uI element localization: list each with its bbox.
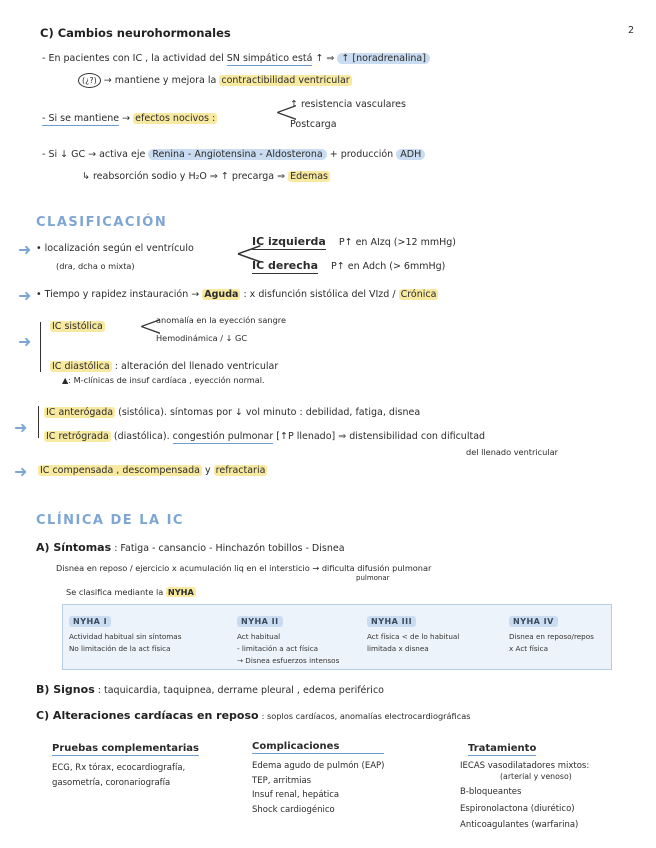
nyha-header: NYHA II [237,616,283,627]
ic-retrograda: IC retrógrada (diastólica). congestión pulmonar [↑P llenado] ⇒ distensibilidad con dificultad [46,431,486,442]
alteraciones-line: C) Alteraciones cardíacas en reposo : soplos cardíacos, anomalías electrocardiográficas [36,709,471,722]
ic-retrograda-sub: del llenado ventricular [466,447,558,457]
line-si-se-mantiene: - Si se mantiene → efectos nocivos : [42,113,216,124]
tratamiento-title: Tratamiento [468,743,537,754]
line-reabsorcion: ↳ reabsorción sodio y H₂O ⇒ ↑ precarga ⇒ Edemas [82,171,328,182]
nyha-table [62,604,612,670]
arrow-right-icon: ➜ [14,462,28,481]
anomalia-text: anomalía en la eyección sangre [156,315,286,325]
localizacion-sub: (dra, dcha o mixta) [56,261,135,271]
disnea-sub: pulmonar [356,574,390,582]
clinica-title: CLÍNICA DE LA IC [36,513,184,528]
ic-derecha: IC derecha P↑ en Adch (> 6mmHg) [252,259,446,272]
line-renina: - Si ↓ GC → activa eje Renina - Angiotensina - Aldosterona + producción ADH [42,150,425,160]
ic-anterograda: IC anterógada (sistólica). síntomas por ↓ vol minuto : debilidad, fatiga, disnea [46,407,421,418]
brace-icon: < [234,233,265,274]
resistencia-text: ↑ resistencia vasculares [290,99,406,110]
section-c-title: C) Cambios neurohormonales [40,26,231,40]
postcarga-text: Postcarga [290,119,337,130]
ic-diastolica-note: ▲: M-clínicas de insuf cardíaca , eyección normal. [62,375,265,385]
nyha-header: NYHA IV [509,616,558,627]
nyha-col-4: NYHA IV Disnea en reposo/repos x Act física [509,617,594,654]
nyha-col-1: NYHA I Actividad habitual sin síntomas No limitación de la act física [69,617,182,654]
vertical-divider [40,322,41,372]
pruebas-column: Pruebas complementarias ECG, Rx tórax, ecocardiografía, gasometría, coronariografía [52,743,199,788]
clasificacion-title: CLASIFICACIÓN [36,215,168,230]
brace-icon: < [138,309,164,344]
line-sn-simpatico: - En pacientes con IC , la actividad del SN simpático está ↑ ⇒ ↑ [noradrenalina] [42,54,430,64]
tiempo-line: • Tiempo y rapidez instauración → Aguda : x disfunción sistólica del VIzd / Crónica [36,289,437,300]
nyha-col-3: NYHA III Act física < de lo habitual limitada x disnea [367,617,460,654]
hemodinamica-text: Hemodinámica / ↓ GC [156,333,248,343]
nyha-intro: Se clasifica mediante la NYHA [66,587,194,597]
arrow-right-icon: ➜ [18,240,32,259]
tratamiento-column: Tratamiento IECAS vasodilatadores mixtos: (arterial y venoso) B-bloqueantes Espironolactona (diurético) Anticoagulantes (warfarina) [460,743,590,831]
brace-icon: < [274,95,300,130]
signos-line: B) Signos : taquicardia, taquipnea, derrame pleural , edema periférico [36,683,384,696]
nyha-header: NYHA III [367,616,416,627]
ic-compensada: IC compensada , descompensada y refractaria [40,465,266,476]
nyha-header: NYHA I [69,616,111,627]
arrow-right-icon: ➜ [14,418,28,437]
pruebas-title: Pruebas complementarias [52,743,199,754]
ic-sistolica: IC sistólica [52,321,103,332]
page-number: 2 [628,25,635,36]
localizacion-text: • localización según el ventrículo [36,243,194,254]
arrow-right-icon: ➜ [18,286,32,305]
ic-izquierda: IC izquierda P↑ en AIzq (>12 mmHg) [252,235,456,248]
sintomas-line: A) Síntomas : Fatiga - cansancio - Hinchazón tobillos - Disnea [36,541,345,554]
line-mantiene: (¿?) → mantiene y mejora la contractibilidad ventricular [78,76,352,86]
complicaciones-title: Complicaciones [252,742,384,754]
complicaciones-column: Complicaciones Edema agudo de pulmón (EAP) TEP, arritmias Insuf renal, hepática Shock cardiogénico [252,741,385,815]
vertical-divider [38,406,39,438]
ic-diastolica: IC diastólica : alteración del llenado ventricular [52,361,279,372]
nyha-col-2: NYHA II Act habitual - limitación a act física → Disnea esfuerzos intensos [237,617,340,666]
disnea-line: Disnea en reposo / ejercicio x acumulación liq en el intersticio → dificulta difusión pulmonar [56,563,432,573]
arrow-right-icon: ➜ [18,332,32,351]
